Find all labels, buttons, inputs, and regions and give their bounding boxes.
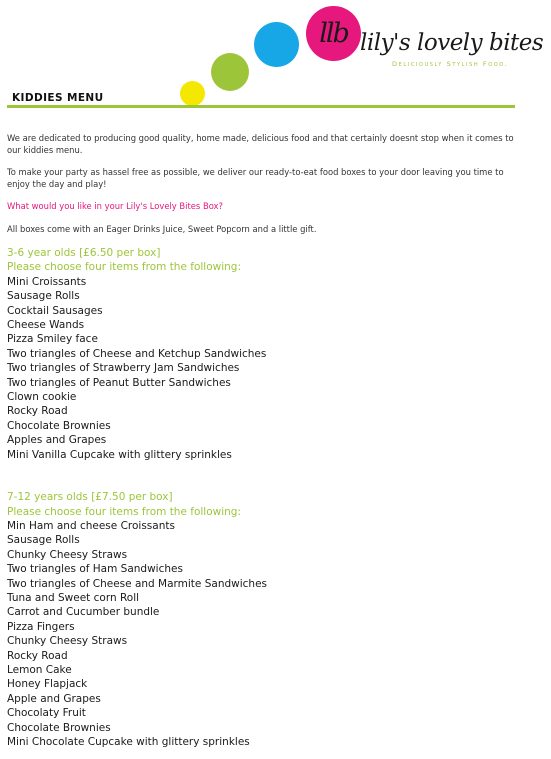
menu-item: Pizza Fingers: [7, 620, 75, 633]
section-subtitle: Please choose four items from the following:: [7, 505, 241, 518]
menu-item: Two triangles of Ham Sandwiches: [7, 563, 183, 576]
menu-item: Two triangles of Cheese and Marmite Sandwiches: [7, 577, 268, 590]
menu-item: Two triangles of Strawberry Jam Sandwiches: [7, 362, 240, 375]
yellow-dot-decoration: [180, 81, 205, 106]
section-gap: [7, 462, 527, 490]
menu-item: Cocktail Sausages: [7, 304, 103, 317]
menu-item: Chocolate Brownies: [7, 721, 111, 734]
menu-item: Carrot and Cucumber bundle: [7, 606, 160, 619]
page-title: KIDDIES MENU: [12, 92, 104, 104]
section-subtitle: Please choose four items from the following:: [7, 261, 241, 274]
menu-item: Honey Flapjack: [7, 678, 88, 691]
section-3-6: [7, 246, 527, 462]
menu-item: Two triangles of Cheese and Ketchup Sandwiches: [7, 347, 267, 360]
menu-item: Min Ham and cheese Croissants: [7, 519, 175, 532]
section-title: 7-12 years olds [£7.50 per box]: [7, 491, 173, 504]
menu-item: Mini Croissants: [7, 275, 87, 288]
menu-item: Lemon Cake: [7, 663, 72, 676]
menu-item: Chocolaty Fruit: [7, 707, 86, 720]
menu-item-list: [7, 519, 527, 750]
menu-item: Clown cookie: [7, 391, 77, 404]
menu-item: Rocky Road: [7, 405, 68, 418]
menu-item: Sausage Rolls: [7, 534, 80, 547]
delivery-paragraph: To make your party as hassel free as possible, we deliver our ready-to-eat food boxes to your door leaving you time to enjoy the day and play!: [7, 167, 504, 189]
menu-item: Chunky Cheesy Straws: [7, 548, 128, 561]
menu-item: Mini Vanilla Cupcake with glittery sprinkles: [7, 448, 232, 461]
box-includes: All boxes come with an Eager Drinks Juice, Sweet Popcorn and a little gift.: [7, 224, 317, 234]
logo-badge: [306, 6, 361, 61]
section-7-12: [7, 490, 527, 749]
menu-item: Rocky Road: [7, 649, 68, 662]
menu-item: Two triangles of Peanut Butter Sandwiches: [7, 376, 231, 389]
menu-item: Chunky Cheesy Straws: [7, 635, 128, 648]
menu-item: Apples and Grapes: [7, 434, 107, 447]
green-dot-decoration: [211, 53, 249, 91]
menu-item-list: [7, 275, 527, 462]
menu-item: Sausage Rolls: [7, 290, 80, 303]
menu-item: Mini Chocolate Cupcake with glittery sprinkles: [7, 736, 250, 748]
section-title: 3-6 year olds [£6.50 per box]: [7, 247, 161, 259]
menu-item: Chocolate Brownies: [7, 419, 111, 432]
title-divider: [7, 105, 515, 108]
menu-item: Tuna and Sweet corn Roll: [7, 591, 140, 604]
tagline: Deliciously Stylish Food.: [392, 60, 509, 68]
brand-name: lily's lovely bites: [360, 30, 544, 56]
blue-dot-decoration: [254, 22, 299, 67]
intro-paragraph: We are dedicated to producing good quality, home made, delicious food and that certainly doesnt stop when it comes to our kiddies menu.: [7, 133, 514, 155]
box-question: What would you like in your Lily's Lovely Bites Box?: [7, 201, 223, 211]
menu-item: Cheese Wands: [7, 319, 85, 332]
menu-item: Apple and Grapes: [7, 692, 101, 705]
menu-item: Pizza Smiley face: [7, 333, 98, 346]
logo-mark: llb: [319, 18, 348, 49]
menu-content: [7, 132, 527, 749]
